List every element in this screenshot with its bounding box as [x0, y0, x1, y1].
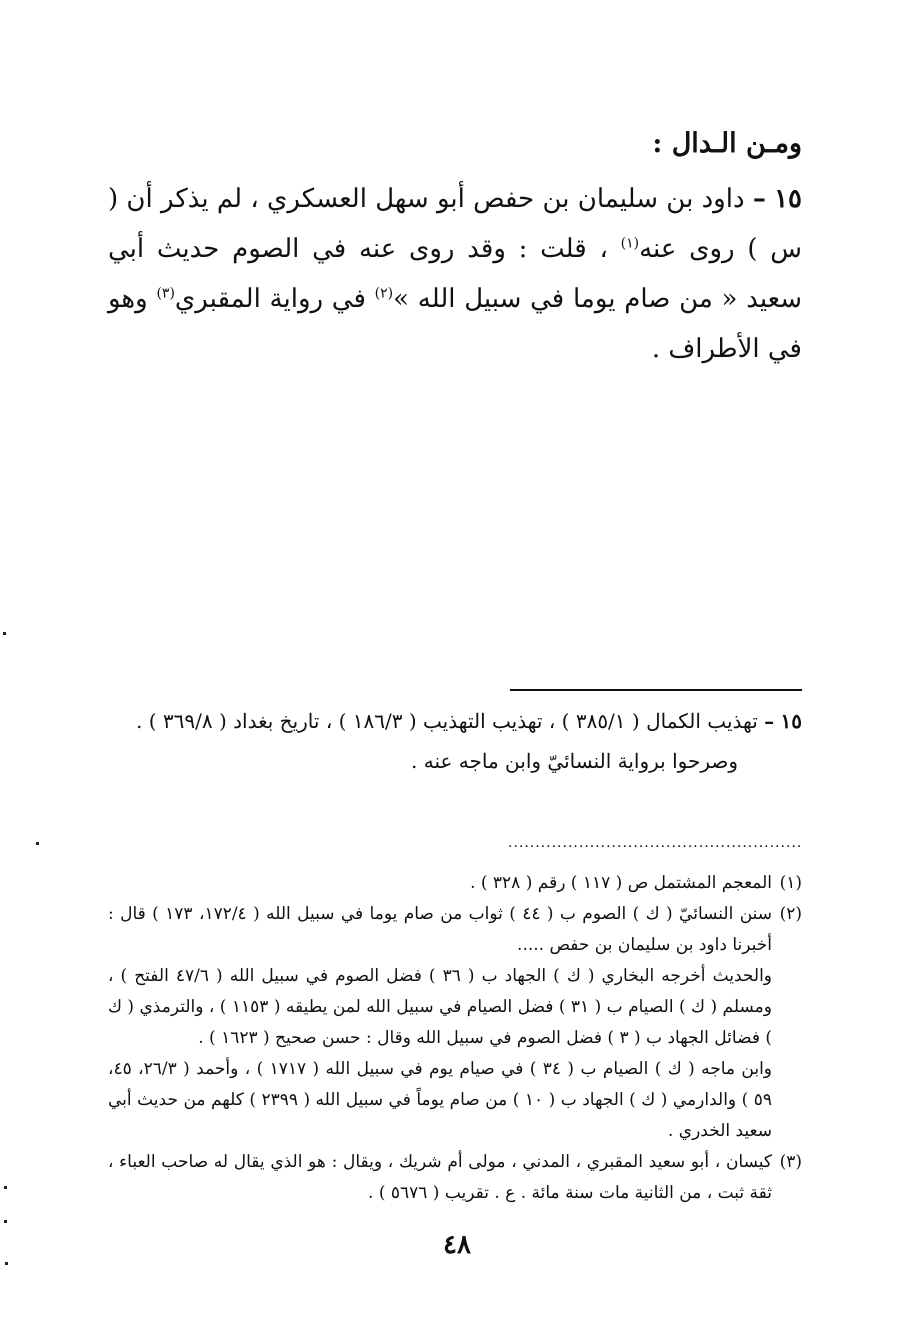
- entry-text-part3: في رواية المقبري: [174, 284, 366, 314]
- scan-mark: [4, 1186, 7, 1189]
- footnote-3: [108, 1147, 802, 1209]
- footnote-text: كيسان ، أبو سعيد المقبري ، المدني ، مولى أم شريك ، ويقال : هو الذي يقال له صاحب العباء ، ثقة ثبت ، من الثانية مات سنة مائة . ع . تقريب ( ٥٦٧٦ ) .: [108, 1152, 772, 1203]
- footnotes: [108, 868, 802, 1209]
- footnote-text: سنن النسائيّ ( ك ) الصوم ب ( ٤٤ ) ثواب من صام يوما في سبيل الله ( ١٧٢/٤، ١٧٣ ) قال : أخبرنا داود بن سليمان بن حفص .....: [108, 904, 773, 955]
- entry-text-part1: داود بن سليمان بن حفص أبو سهل العسكري ، لم يذكر أن ( س ) روى عنه: [108, 184, 803, 264]
- entry-paragraph: [108, 174, 802, 374]
- footnote-text: وابن ماجه ( ك ) الصيام ب ( ٣٤ ) في صيام يوم في سبيل الله ( ١٧١٧ ) ، وأحمد ( ٢٦/٣، ٤٥، ٥٩ ) والدارمي ( ك ) الجهاد ب ( ١٠ ) من صام يوماً في سبيل الله ( ٢٣٩٩ ) كلهم من حديث أبي سعيد الخدري .: [108, 1059, 773, 1141]
- scan-mark: [3, 632, 6, 635]
- entry-number: ١٥: [774, 184, 803, 214]
- footnote-ref-1: (١): [620, 235, 640, 252]
- notes-line-2: وصرحوا برواية النسائيّ وابن ماجه عنه .: [411, 749, 738, 773]
- footnote-1: [108, 868, 802, 899]
- notes-divider: [510, 689, 802, 691]
- entry-text-part2: ، قلت : وقد روى عنه في الصوم حديث أبي سعيد « من صام يوما في سبيل الله »: [108, 234, 803, 314]
- entry-notes: [108, 703, 802, 779]
- footnote-ref-2: (٢): [374, 285, 394, 302]
- scan-mark: [4, 1220, 7, 1223]
- footnote-text: المعجم المشتمل ص ( ١١٧ ) رقم ( ٣٢٨ ) .: [470, 873, 772, 893]
- footnote-2: [108, 899, 802, 1147]
- scan-mark: [5, 1262, 8, 1265]
- scan-mark: [36, 842, 39, 845]
- footnote-number: (٢): [779, 904, 802, 924]
- notes-dash: –: [764, 709, 775, 733]
- notes-line-1: [108, 703, 802, 739]
- footnotes-separator: ......................................................: [508, 836, 802, 850]
- entry-text-part4: وهو في الأطراف .: [108, 284, 802, 364]
- footnote-ref-3: (٣): [156, 285, 175, 302]
- footnote-number: (٣): [779, 1152, 802, 1172]
- section-heading: ومـن الـدال :: [652, 128, 802, 159]
- notes-line-1-text: تهذيب الكمال ( ٣٨٥/١ ) ، تهذيب التهذيب ( ١٨٦/٣ ) ، تاريخ بغداد ( ٣٦٩/٨ ) .: [136, 709, 758, 733]
- notes-number: ١٥: [780, 709, 802, 733]
- footnote-text: والحديث أخرجه البخاري ( ك ) الجهاد ب ( ٣٦ ) فضل الصوم في سبيل الله ( ٤٧/٦ الفتح ) ، ومسلم ( ك ) الصيام ب ( ٣١ ) فضل الصيام في سبيل الله لمن يطيقه ( ١١٥٣ ) ، والترمذي ( ك ) فضائل الجهاد ب ( ٣ ) فضل الصوم في سبيل الله وقال : حسن صحيح ( ١٦٢٣ ) .: [108, 966, 772, 1048]
- footnote-number: (١): [779, 873, 802, 893]
- entry-dash: –: [752, 184, 766, 214]
- page-number: ٤٨: [443, 1230, 471, 1260]
